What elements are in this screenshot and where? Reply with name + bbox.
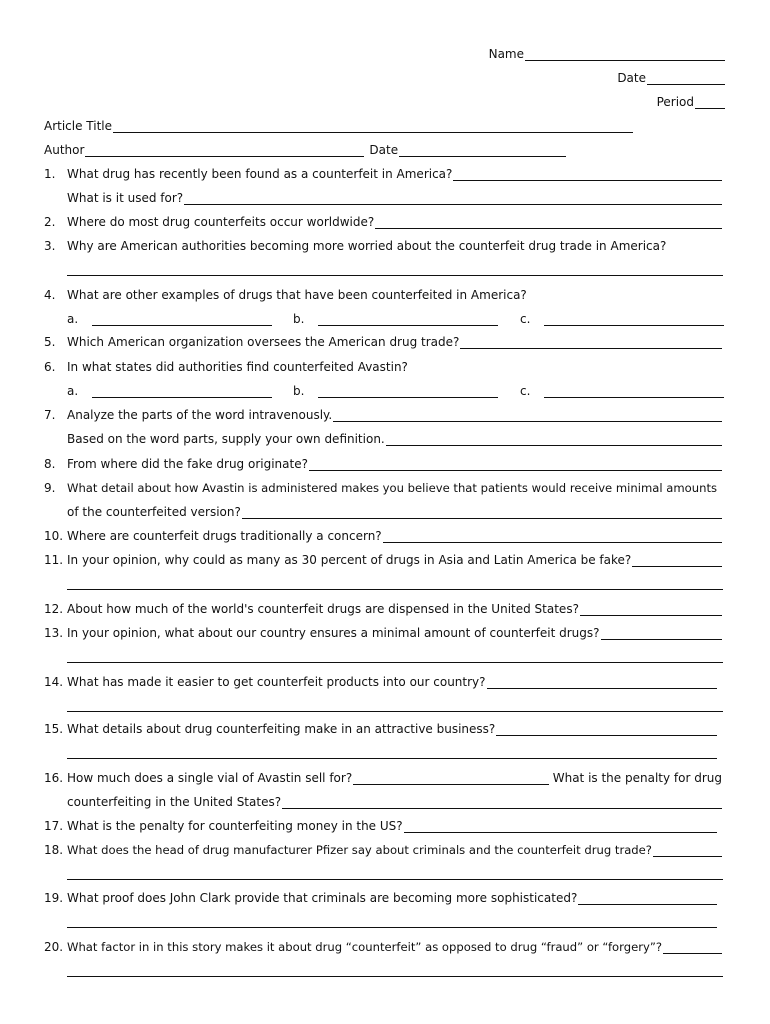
question-4-text: What are other examples of drugs that have been counterfeited in America? — [67, 288, 527, 302]
name-blank[interactable] — [525, 49, 725, 61]
question-16-subtext: counterfeiting in the United States? — [67, 795, 282, 809]
question-20-number: 20. — [44, 940, 64, 954]
question-8-number: 8. — [44, 457, 56, 471]
question-4 — [67, 288, 527, 302]
option-label: b. — [293, 384, 305, 398]
name-label: Name — [488, 47, 524, 61]
answer-11-blank[interactable] — [632, 555, 722, 567]
question-7-number: 7. — [44, 408, 56, 422]
date-blank[interactable] — [647, 73, 725, 85]
question-1 — [67, 167, 722, 181]
question-17 — [67, 819, 717, 833]
answer-12-blank[interactable] — [580, 604, 722, 616]
question-8-text: From where did the fake drug originate? — [67, 457, 308, 471]
question-15-text: What details about drug counterfeiting make in an attractive business? — [67, 722, 496, 736]
author-date-label: Date — [369, 143, 399, 157]
answer-9-blank[interactable] — [242, 507, 722, 519]
option-label: b. — [293, 312, 305, 326]
answer-8-blank[interactable] — [309, 459, 722, 471]
question-1-number: 1. — [44, 167, 56, 181]
period-blank[interactable] — [695, 97, 725, 109]
question-17-text: What is the penalty for counterfeiting money in the US? — [67, 819, 403, 833]
answer-3-line[interactable] — [67, 275, 723, 276]
answer-2-blank[interactable] — [375, 217, 722, 229]
question-10 — [67, 529, 722, 543]
question-3-number: 3. — [44, 239, 56, 253]
article-title-blank[interactable] — [113, 121, 633, 133]
date-label: Date — [617, 71, 646, 85]
question-9-sub — [67, 505, 722, 519]
answer-10-blank[interactable] — [383, 531, 722, 543]
question-18 — [67, 843, 722, 857]
question-6-number: 6. — [44, 360, 56, 374]
question-15-number: 15. — [44, 722, 64, 736]
answer-19-line[interactable] — [67, 927, 717, 928]
date-field[interactable] — [617, 71, 725, 85]
answer-7-blank[interactable] — [333, 410, 722, 422]
question-19-number: 19. — [44, 891, 64, 905]
period-field[interactable] — [657, 95, 725, 109]
option-label: a. — [67, 384, 79, 398]
answer-5-blank[interactable] — [460, 337, 722, 349]
question-7-sub — [67, 432, 722, 446]
question-1-text: What drug has recently been found as a counterfeit in America? — [67, 167, 453, 181]
question-19 — [67, 891, 717, 905]
question-7-subtext: Based on the word parts, supply your own definition. — [67, 432, 385, 446]
question-18-number: 18. — [44, 843, 64, 857]
question-6-option-c[interactable] — [520, 384, 724, 398]
question-6 — [67, 360, 408, 374]
question-4-option-c[interactable] — [520, 312, 724, 326]
question-2-number: 2. — [44, 215, 56, 229]
question-16-text2: What is the penalty for drug — [552, 771, 722, 785]
author-date-blank[interactable] — [399, 145, 566, 157]
question-1-sub — [67, 191, 722, 205]
answer-14-blank[interactable] — [487, 677, 717, 689]
question-2 — [67, 215, 722, 229]
question-20-text: What factor in in this story makes it about drug “counterfeit” as opposed to drug “fraud” or “forgery”? — [67, 940, 662, 954]
answer-16b-blank[interactable] — [282, 797, 722, 809]
answer-1b-blank[interactable] — [184, 193, 722, 205]
question-19-text: What proof does John Clark provide that criminals are becoming more sophisticated? — [67, 891, 578, 905]
answer-18-line[interactable] — [67, 879, 723, 880]
question-2-text: Where do most drug counterfeits occur worldwide? — [67, 215, 375, 229]
option-label: c. — [520, 384, 531, 398]
question-10-number: 10. — [44, 529, 64, 543]
answer-1-blank[interactable] — [453, 169, 722, 181]
author-field[interactable] — [44, 143, 566, 157]
question-14 — [67, 675, 717, 689]
question-17-number: 17. — [44, 819, 64, 833]
question-6-option-a[interactable] — [67, 384, 272, 398]
question-16-text: How much does a single vial of Avastin sell for? — [67, 771, 353, 785]
answer-20-blank[interactable] — [663, 942, 722, 954]
answer-20-line[interactable] — [67, 976, 723, 977]
question-11-text: In your opinion, why could as many as 30 percent of drugs in Asia and Latin America be fake? — [67, 553, 632, 567]
question-5 — [67, 335, 722, 349]
article-title-label: Article Title — [44, 119, 113, 133]
option-blank[interactable] — [318, 386, 498, 398]
answer-19-blank[interactable] — [578, 893, 717, 905]
question-13-text: In your opinion, what about our country ensures a minimal amount of counterfeit drugs? — [67, 626, 600, 640]
question-9-subtext: of the counterfeited version? — [67, 505, 241, 519]
question-9-text: What detail about how Avastin is administered makes you believe that patients would receive minimal amounts — [67, 481, 718, 495]
question-11-number: 11. — [44, 553, 64, 567]
article-title-field[interactable] — [44, 119, 633, 133]
option-label: a. — [67, 312, 79, 326]
author-label: Author — [44, 143, 85, 157]
question-14-number: 14. — [44, 675, 64, 689]
answer-15-line[interactable] — [67, 758, 717, 759]
option-blank[interactable] — [92, 386, 272, 398]
option-blank[interactable] — [544, 314, 724, 326]
answer-13-blank[interactable] — [601, 628, 722, 640]
question-18-text: What does the head of drug manufacturer Pfizer say about criminals and the counterfeit drug trade? — [67, 843, 652, 857]
question-12-text: About how much of the world's counterfeit drugs are dispensed in the United States? — [67, 602, 579, 616]
question-16-number: 16. — [44, 771, 64, 785]
question-4-option-b[interactable] — [293, 312, 498, 326]
question-12 — [67, 602, 722, 616]
question-6-option-b[interactable] — [293, 384, 498, 398]
question-12-number: 12. — [44, 602, 64, 616]
question-5-text: Which American organization oversees the American drug trade? — [67, 335, 460, 349]
question-11 — [67, 553, 722, 567]
name-field[interactable] — [489, 47, 725, 61]
answer-18-blank[interactable] — [653, 845, 722, 857]
question-7-text: Analyze the parts of the word intravenously. — [67, 408, 333, 422]
question-10-text: Where are counterfeit drugs traditionally a concern? — [67, 529, 382, 543]
question-20 — [67, 940, 722, 954]
question-3 — [67, 239, 666, 253]
answer-11-line[interactable] — [67, 589, 723, 590]
option-label: c. — [520, 312, 531, 326]
option-blank[interactable] — [318, 314, 498, 326]
question-4-option-a[interactable] — [67, 312, 272, 326]
question-4-number: 4. — [44, 288, 56, 302]
answer-15-blank[interactable] — [496, 724, 717, 736]
question-8 — [67, 457, 722, 471]
question-6-text: In what states did authorities find counterfeited Avastin? — [67, 360, 408, 374]
question-16-sub — [67, 795, 722, 809]
question-16 — [67, 771, 722, 785]
option-blank[interactable] — [544, 386, 724, 398]
period-label: Period — [656, 95, 694, 109]
question-1-subtext: What is it used for? — [67, 191, 184, 205]
question-14-text: What has made it easier to get counterfeit products into our country? — [67, 675, 486, 689]
answer-7b-blank[interactable] — [386, 434, 722, 446]
question-9-number: 9. — [44, 481, 56, 495]
answer-13-line[interactable] — [67, 662, 723, 663]
author-blank[interactable] — [85, 145, 364, 157]
answer-17-blank[interactable] — [404, 821, 717, 833]
question-3-text: Why are American authorities becoming more worried about the counterfeit drug trade in America? — [67, 239, 667, 253]
option-blank[interactable] — [92, 314, 272, 326]
question-13 — [67, 626, 722, 640]
question-13-number: 13. — [44, 626, 64, 640]
question-5-number: 5. — [44, 335, 56, 349]
question-9 — [67, 481, 717, 495]
answer-16a-blank[interactable] — [353, 773, 549, 785]
question-7 — [67, 408, 722, 422]
question-15 — [67, 722, 717, 736]
answer-14-line[interactable] — [67, 711, 723, 712]
